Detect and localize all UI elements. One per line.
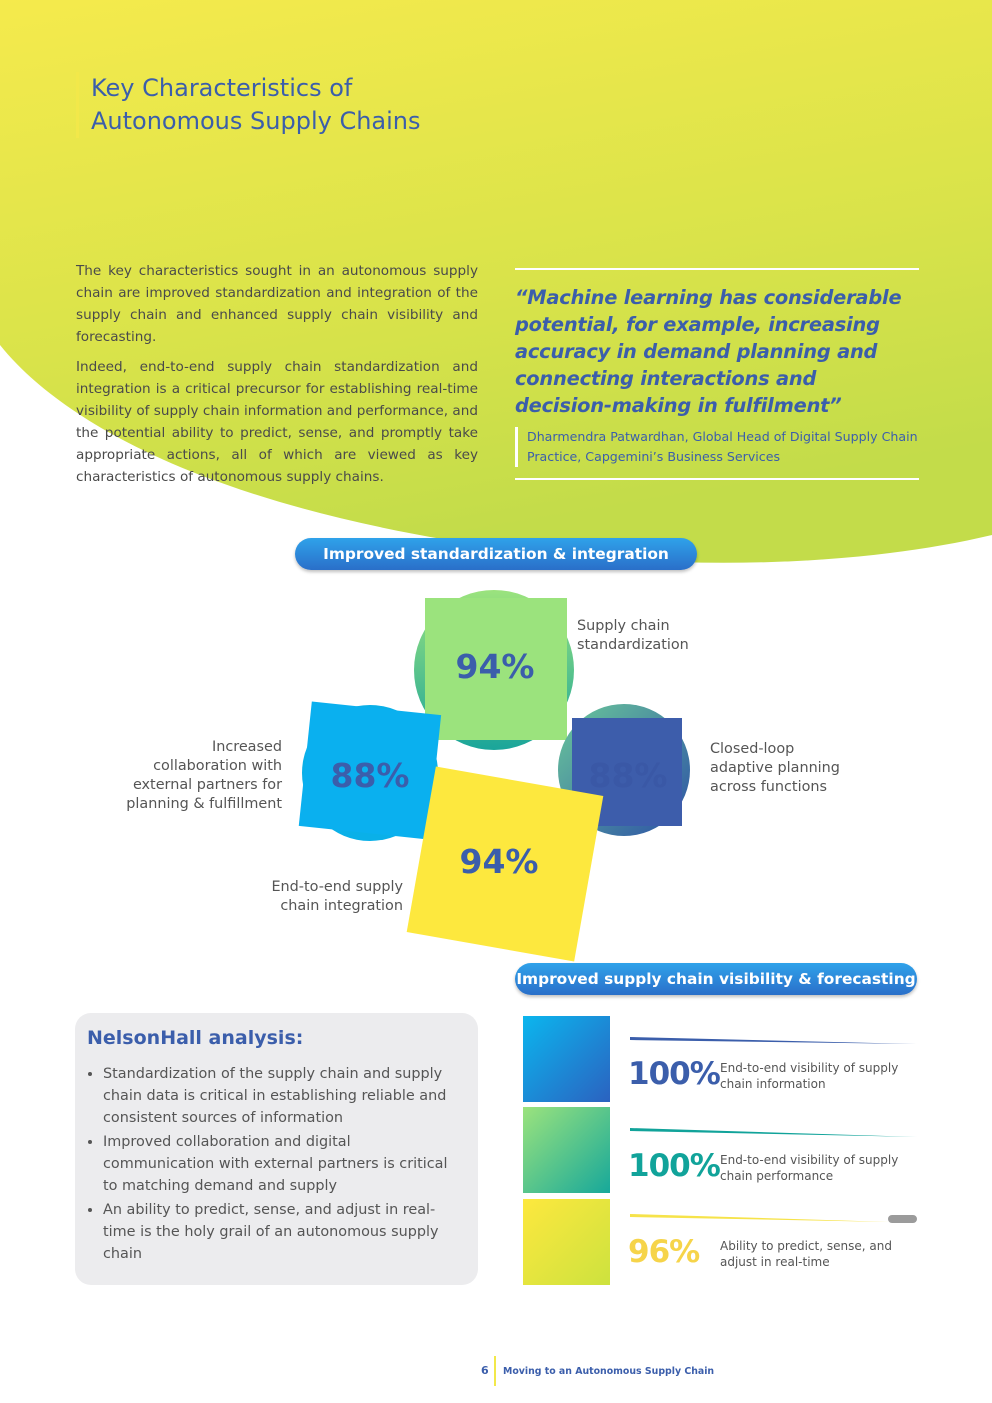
intro-paragraph-1: The key characteristics sought in an autonomous supply chain are improved standardization and integration of the supply chain and enhanced supply chain visibility and forecasting.: [76, 263, 478, 345]
visibility-value-information: 100%: [628, 1056, 720, 1092]
value-integration: 94%: [459, 842, 539, 881]
page-number: 6: [481, 1364, 489, 1377]
analysis-box: [75, 1013, 478, 1285]
analysis-bullet: • Improved collaboration and digital communication with external partners is critical to matching demand and supply: [103, 1131, 466, 1197]
analysis-heading: NelsonHall analysis:: [87, 1027, 304, 1049]
visibility-value-performance: 100%: [628, 1148, 720, 1184]
visibility-value-predict: 96%: [628, 1234, 700, 1270]
page-title: [76, 72, 511, 138]
visibility-square-performance: [523, 1107, 610, 1193]
footer-divider: [494, 1356, 496, 1386]
label-integration: End-to-end supply chain integration: [271, 879, 403, 914]
visibility-square-predict: [523, 1199, 610, 1285]
label-closed-loop: Closed-loop adaptive planning across functions: [710, 741, 840, 795]
analysis-list: [87, 1063, 466, 1265]
quote-text: “Machine learning has considerable potential, for example, increasing accuracy in demand planning and connecting interactions and decision-making in fulfilment”: [515, 286, 902, 417]
pull-quote: [515, 268, 919, 480]
section-heading-standardization: Improved standardization & integration: [295, 538, 697, 570]
visibility-label-performance: End-to-end visibility of supply chain performance: [720, 1153, 899, 1183]
analysis-bullet: • An ability to predict, sense, and adjust in real-time is the holy grail of an autonomous supply chain: [103, 1199, 466, 1265]
analysis-bullet: • Standardization of the supply chain and supply chain data is critical in establishing reliable and consistent sources of information: [103, 1063, 466, 1129]
intro-paragraph-2: Indeed, end-to-end supply chain standardization and integration is a critical precursor for establishing real-time visibility of supply chain information and performance, and the potential ability to predict, sense, and promptly take appropriate actions, all of which are viewed as key characteristics of autonomous supply chains.: [76, 359, 478, 485]
footer-title: Moving to an Autonomous Supply Chain: [503, 1366, 715, 1377]
visibility-square-information: [523, 1016, 610, 1102]
quote-attribution: Dharmendra Patwardhan, Global Head of Digital Supply Chain Practice, Capgemini’s Business Services: [515, 427, 919, 467]
bar-predict: [630, 1213, 920, 1227]
label-collaboration: Increased collaboration with external partners for planning & fulfillment: [126, 739, 282, 812]
value-closed-loop: 88%: [588, 756, 668, 795]
value-standardization: 94%: [455, 647, 535, 686]
page-title-line2: Autonomous Supply Chains: [91, 107, 421, 135]
visibility-label-information: End-to-end visibility of supply chain information: [720, 1061, 899, 1091]
page-title-line1: Key Characteristics of: [91, 74, 353, 102]
value-collaboration: 88%: [330, 756, 410, 795]
section-heading-visibility: Improved supply chain visibility & forecasting: [515, 963, 917, 995]
intro-text: [76, 260, 478, 496]
label-standardization: Supply chain standardization: [577, 618, 689, 653]
page-footer: [0, 1356, 992, 1386]
visibility-label-predict: Ability to predict, sense, and adjust in real-time: [720, 1239, 892, 1269]
bar-information: [630, 1036, 920, 1050]
bar-performance: [630, 1127, 920, 1141]
